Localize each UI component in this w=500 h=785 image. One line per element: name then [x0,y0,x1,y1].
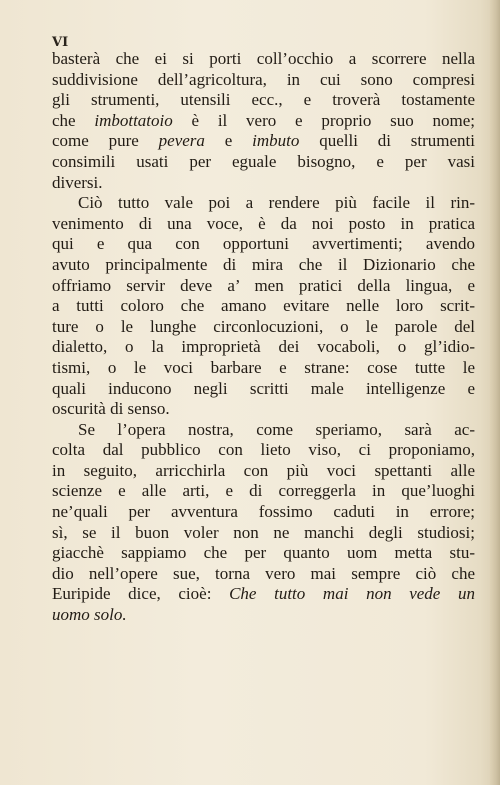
text-line: in seguito, arricchirla con più voci spettanti alle [52,460,475,480]
paragraph [52,193,475,420]
text-line: scienze e alle arti, e di correggerla in que’luoghi [52,481,475,501]
text-line: dio nell’opere sue, torna vero mai sempre ciò che [52,563,475,583]
text-line: gli strumenti, utensili ecc., e troverà tostamente [52,90,475,110]
text-line: a tutti coloro che amano evitare nelle loro scrit- [52,296,475,316]
paragraph [52,49,475,193]
text-line: dialetto, o la improprietà dei vocaboli, o gl’idio- [52,337,475,357]
text-line: suddivisione dell’agricoltura, in cui sono compresi [52,69,475,89]
text-line: tismi, o le voci barbare e strane: cose tutte le [52,357,475,377]
text-line: ture o le lunghe circonlocuzioni, o le parole del [52,316,475,336]
text-line: che imbottatoio è il vero e proprio suo nome; [52,110,475,130]
page-number: VI [52,35,69,50]
text-line: colta dal pubblico con lieto viso, ci proponiamo, [52,440,475,460]
text-line: Ciò tutto vale poi a rendere più facile il rin- [78,193,475,213]
text-line: giacchè sappiamo che per quanto uom metta stu- [52,543,475,563]
page-edge [490,0,500,785]
text-line: offriamo servir deve a’ men pratici della lingua, e [52,275,475,295]
text-line: Se l’opera nostra, come speriamo, sarà ac- [78,419,475,439]
text-line: oscurità di senso. [52,399,170,419]
text-line: uomo solo. [52,605,127,625]
text-line: qui e qua con opportuni avvertimenti; avendo [52,234,475,254]
paragraph [52,420,475,626]
body-text [52,49,475,626]
text-line: basterà che ei si porti coll’occhio a scorrere nella [52,49,475,68]
text-line: Euripide dice, cioè: Che tutto mai non vede un [52,584,475,604]
text-line: sì, se il buon voler non ne manchi degli studiosi; [52,522,475,542]
text-line: come pure pevera e imbuto quelli di strumenti [52,131,475,151]
text-line: avuto principalmente di mira che il Dizionario che [52,254,475,274]
text-line: quali inducono negli scritti male intelligenze e [52,378,475,398]
text-line: consimili usati per eguale bisogno, e per vasi [52,151,475,171]
text-line: ne’quali per avventura fossimo caduti in errore; [52,502,475,522]
text-line: diversi. [52,172,103,192]
text-line: venimento di una voce, è da noi posto in pratica [52,213,475,233]
